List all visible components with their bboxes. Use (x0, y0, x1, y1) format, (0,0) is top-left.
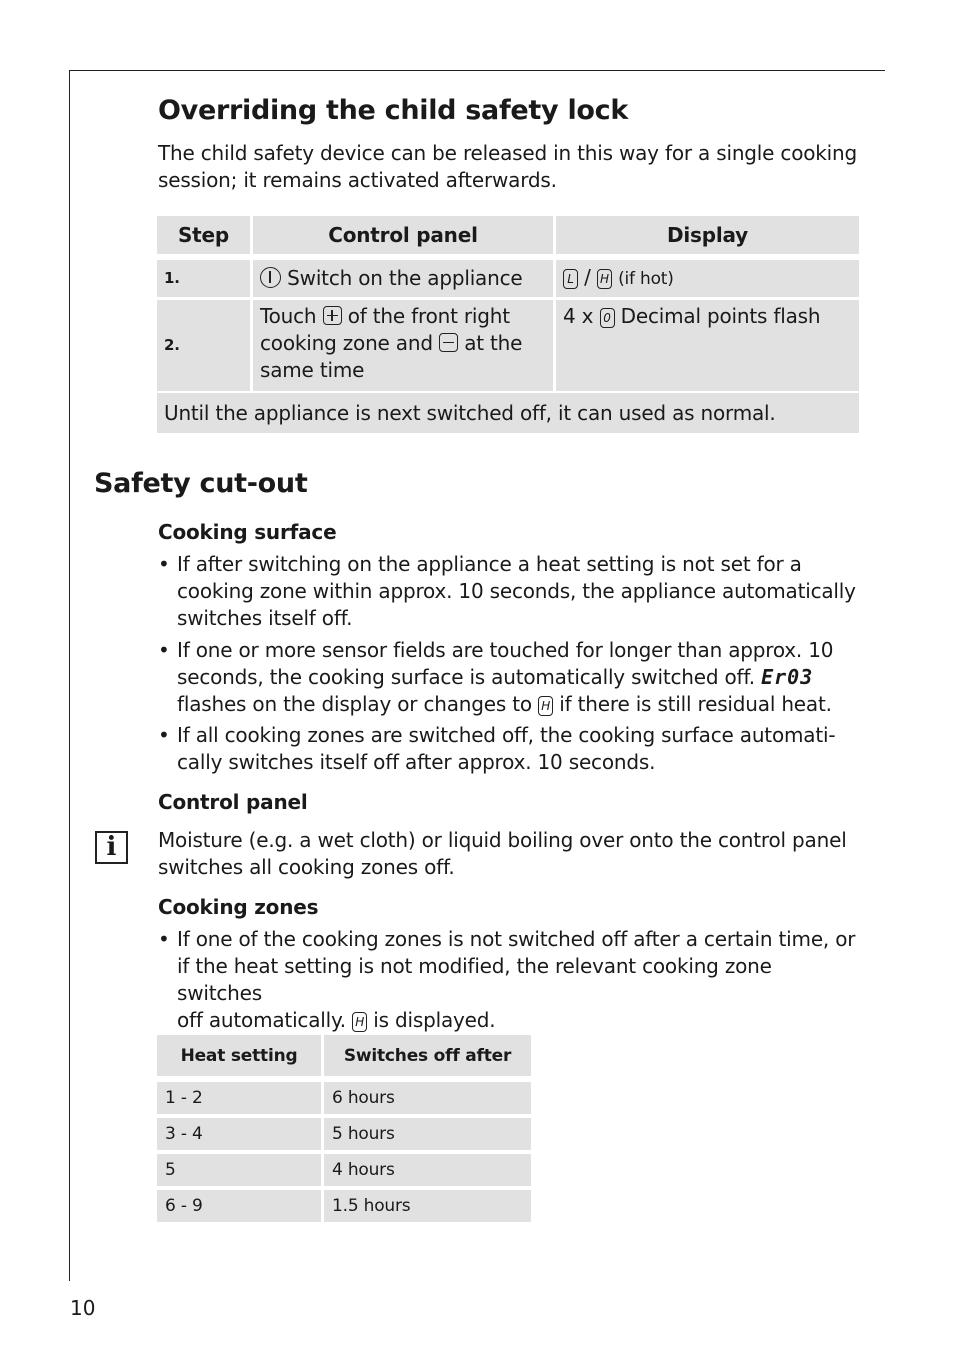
display-text: Decimal points flash (620, 304, 821, 328)
step-number: 1. (164, 269, 180, 287)
section-title-safety-cutout: Safety cut-out (94, 468, 308, 499)
table-row (157, 1154, 531, 1186)
error-code: Er03 (761, 665, 814, 689)
bullet-text: off automatically. (177, 1008, 346, 1032)
header-step: Step (157, 216, 250, 254)
header-heat-setting: Heat setting (157, 1035, 321, 1076)
header-display: Display (556, 216, 859, 254)
switch-off-cell: 5 hours (324, 1118, 531, 1150)
control-panel-line-1: Moisture (e.g. a wet cloth) or liquid boiling over onto the control panel (158, 828, 847, 852)
plus-key-icon (323, 306, 342, 325)
display-cell (556, 260, 859, 297)
power-icon (260, 267, 281, 288)
step-cell (157, 260, 250, 297)
residual-heat-glyph: H (538, 696, 553, 716)
left-rule (69, 70, 70, 1281)
display-note: (if hot) (618, 269, 674, 289)
intro-text (158, 140, 857, 194)
intro-line-2: session; it remains activated afterwards. (158, 168, 557, 192)
bullet: • (158, 638, 170, 662)
heat-setting-cell: 1 - 2 (157, 1082, 321, 1114)
table-footer-row (157, 393, 859, 433)
bullet: • (158, 552, 170, 576)
top-rule (69, 70, 885, 71)
table-header-row (157, 1035, 531, 1076)
control-panel-line-2: switches all cooking zones off. (158, 855, 455, 879)
bullet: • (158, 723, 170, 747)
list-item (157, 551, 857, 632)
table-row (157, 300, 859, 391)
bullet-text: If all cooking zones are switched off, the cooking surface automati- (177, 723, 836, 747)
table-row (157, 260, 859, 297)
step-cell (157, 300, 250, 391)
switch-off-cell: 6 hours (324, 1082, 531, 1114)
bullet-text: cooking zone within approx. 10 seconds, the appliance automatically (177, 579, 856, 603)
minus-key-icon (439, 333, 458, 352)
step-number: 2. (164, 336, 180, 354)
bullet: • (158, 927, 170, 951)
display-glyph-h: H (597, 269, 612, 289)
list-item (157, 722, 857, 776)
info-icon (95, 831, 128, 864)
header-control-panel: Control panel (253, 216, 553, 254)
page-number: 10 (70, 1296, 96, 1320)
switch-off-cell: 1.5 hours (324, 1190, 531, 1222)
intro-line-1: The child safety device can be released in this way for a single cooking (158, 141, 857, 165)
heading-cooking-surface: Cooking surface (158, 520, 337, 544)
heat-setting-cell: 3 - 4 (157, 1118, 321, 1150)
control-text: Touch (260, 304, 317, 328)
heat-setting-cell: 5 (157, 1154, 321, 1186)
table-row (157, 1118, 531, 1150)
list-item (157, 926, 857, 1034)
bullet-text: flashes on the display or changes to (177, 692, 532, 716)
list-item (157, 637, 857, 718)
bullet-text: if the heat setting is not modified, the relevant cooking zone switches (177, 954, 772, 1005)
control-text: Switch on the appliance (287, 266, 523, 290)
control-text: at the (464, 331, 523, 355)
display-glyph-l: L (563, 269, 578, 289)
control-text: of the front right (347, 304, 510, 328)
heat-glyph: H (352, 1012, 367, 1032)
control-text: cooking zone and (260, 331, 433, 355)
bullet-text: If one or more sensor fields are touched for longer than approx. 10 (177, 638, 834, 662)
heat-setting-cell: 6 - 9 (157, 1190, 321, 1222)
cooking-zones-list (157, 926, 857, 1034)
display-prefix: 4 x (563, 304, 594, 328)
table-row (157, 1190, 531, 1222)
display-cell (556, 300, 859, 391)
bullet-text: switches itself off. (177, 606, 353, 630)
heading-control-panel: Control panel (158, 790, 308, 814)
cooking-surface-list (157, 551, 857, 776)
table-row (157, 1082, 531, 1114)
control-panel-text (158, 827, 847, 881)
heading-cooking-zones: Cooking zones (158, 895, 319, 919)
section-title-child-lock: Overriding the child safety lock (158, 95, 629, 126)
control-cell (253, 300, 553, 391)
control-text: same time (260, 358, 365, 382)
display-glyph-zero: 0 (600, 308, 615, 328)
table-header-row (157, 216, 859, 254)
bullet-text: If after switching on the appliance a heat setting is not set for a (177, 552, 802, 576)
header-switches-off-after: Switches off after (324, 1035, 531, 1076)
bullet-text: cally switches itself off after approx. 10 seconds. (177, 750, 656, 774)
bullet-text: seconds, the cooking surface is automatically switched off. (177, 665, 755, 689)
display-separator: / (584, 265, 591, 289)
bullet-text: is displayed. (373, 1008, 496, 1032)
bullet-text: If one of the cooking zones is not switched off after a certain time, or (177, 927, 856, 951)
control-cell (253, 260, 553, 297)
table-footer: Until the appliance is next switched off, it can used as normal. (157, 393, 859, 433)
bullet-text: if there is still residual heat. (559, 692, 832, 716)
switch-off-cell: 4 hours (324, 1154, 531, 1186)
